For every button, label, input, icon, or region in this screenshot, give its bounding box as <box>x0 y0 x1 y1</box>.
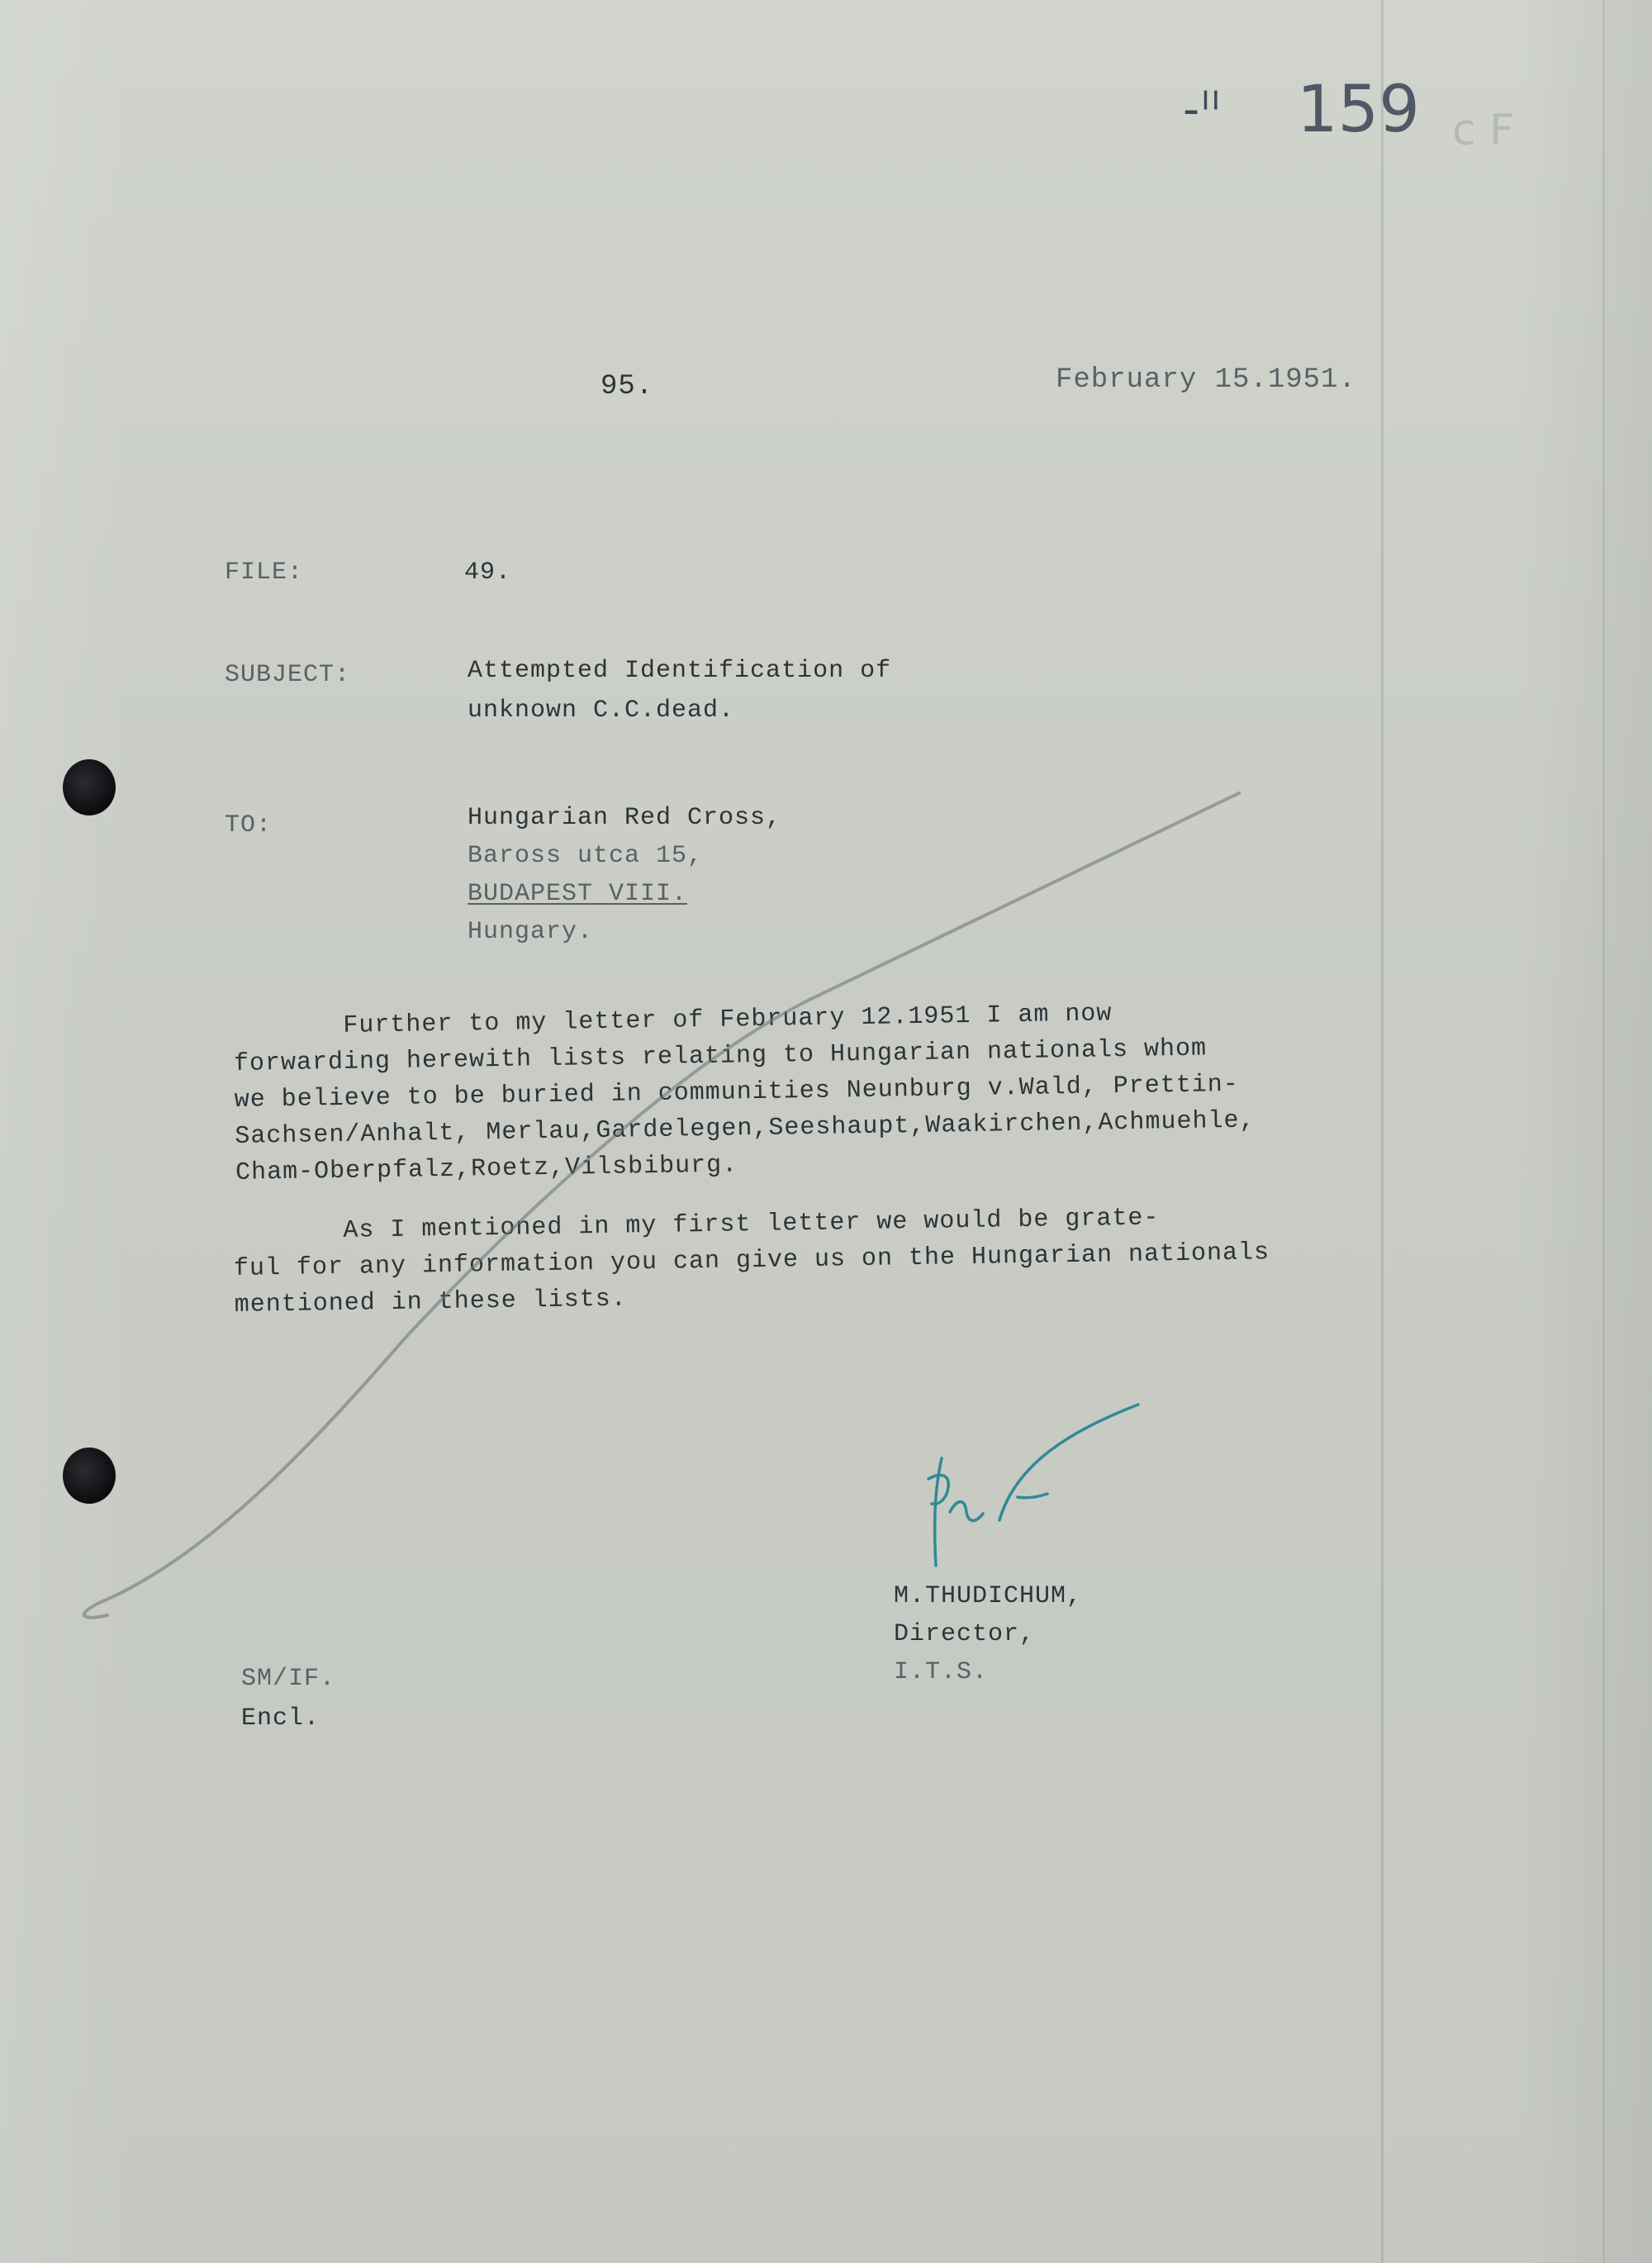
archive-stamp-note: c F <box>1452 106 1515 155</box>
file-value: 49. <box>464 559 512 587</box>
paragraph-line: Further to my letter of February 12.1951 I am now <box>233 1000 1113 1042</box>
letter-date: February 15.1951. <box>1056 364 1356 396</box>
subject-line: Attempted Identification of <box>468 657 892 685</box>
letter-number: 95. <box>601 371 654 402</box>
subject-label: SUBJECT: <box>225 661 351 689</box>
pencil-strike-stroke <box>84 793 1239 1618</box>
archive-stamp-prefix: -ᴵᴵ <box>1183 83 1222 136</box>
paragraph-line: Cham-Oberpfalz,Roetz,Vilsbiburg. <box>235 1151 738 1187</box>
signatory-line: Director, <box>894 1620 1036 1648</box>
address-line: Hungary. <box>468 918 594 946</box>
paragraph-line: we believe to be buried in communities Neunburg v.Wald, Prettin- <box>234 1070 1240 1115</box>
paragraph-line: Sachsen/Anhalt, Merlau,Gardelegen,Seeshaupt,Waakirchen,Achmuehle, <box>235 1106 1256 1151</box>
paragraph-line: mentioned in these lists. <box>234 1285 628 1319</box>
reference-line: Encl. <box>241 1704 320 1733</box>
file-label: FILE: <box>225 559 304 587</box>
signatory-line: I.T.S. <box>894 1658 989 1686</box>
address-line: Baross utca 15, <box>468 842 704 870</box>
handwritten-signature <box>928 1405 1138 1566</box>
address-line: BUDAPEST VIII. <box>468 880 688 908</box>
archive-stamp-number: 159 <box>1297 73 1420 147</box>
reference-line: SM/IF. <box>241 1665 336 1693</box>
to-label: TO: <box>225 811 273 839</box>
paragraph-line: forwarding herewith lists relating to Hungarian nationals whom <box>233 1034 1208 1078</box>
paragraph-line: ful for any information you can give us on the Hungarian nationals <box>233 1238 1270 1283</box>
paragraph-line: As I mentioned in my first letter we would be grate- <box>233 1204 1160 1247</box>
signatory-line: M.THUDICHUM, <box>894 1582 1083 1610</box>
address-line: Hungarian Red Cross, <box>468 804 782 832</box>
subject-line: unknown C.C.dead. <box>468 696 735 725</box>
